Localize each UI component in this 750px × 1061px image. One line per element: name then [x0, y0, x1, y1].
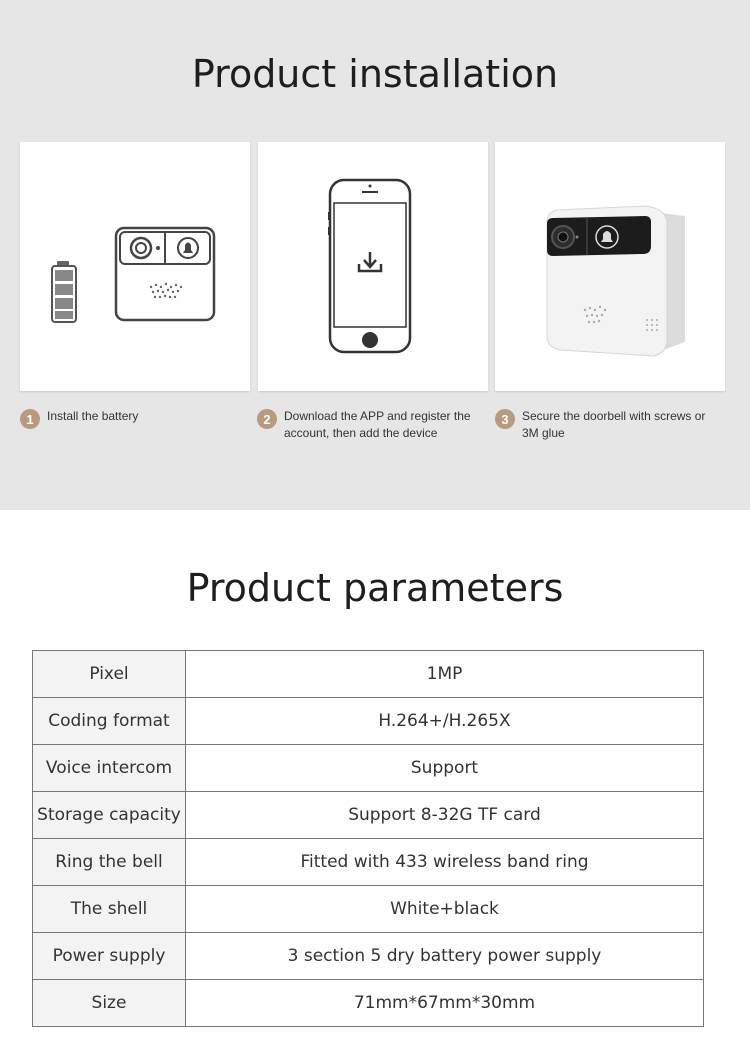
- param-name: Storage capacity: [33, 792, 186, 839]
- table-row: [33, 933, 704, 980]
- install-step-1: [20, 408, 240, 429]
- param-value: 1MP: [186, 651, 704, 698]
- param-value: H.264+/H.265X: [186, 698, 704, 745]
- install-step-2: [257, 408, 487, 442]
- param-value: White+black: [186, 886, 704, 933]
- doorbell-device-icon: [547, 206, 685, 356]
- smartphone-illustration-panel: [258, 142, 488, 391]
- table-row: [33, 745, 704, 792]
- installation-section: [0, 0, 750, 510]
- step-description: Secure the doorbell with screws or 3M glue: [522, 409, 706, 440]
- param-value: Support 8-32G TF card: [186, 792, 704, 839]
- mounted-doorbell-illustration: [495, 142, 725, 391]
- step-number-badge: 2: [257, 409, 277, 429]
- battery-illustration-panel: [20, 142, 250, 391]
- doorbell-outline-icon: [116, 228, 214, 320]
- step-description: Download the APP and register the account, then add the device: [284, 409, 471, 440]
- installation-title: Product installation: [191, 52, 559, 96]
- table-row: [33, 980, 704, 1027]
- param-name: Power supply: [33, 933, 186, 980]
- param-name: Pixel: [33, 651, 186, 698]
- param-value: 71mm*67mm*30mm: [186, 980, 704, 1027]
- param-value: Support: [186, 745, 704, 792]
- install-step-3: [495, 408, 725, 442]
- step-number-badge: 3: [495, 409, 515, 429]
- param-name: Coding format: [33, 698, 186, 745]
- table-row: [33, 792, 704, 839]
- table-row: [33, 839, 704, 886]
- parameters-title: Product parameters: [186, 566, 564, 610]
- smartphone-illustration: [258, 142, 488, 391]
- table-row: [33, 651, 704, 698]
- step-number-badge: 1: [20, 409, 40, 429]
- param-name: Size: [33, 980, 186, 1027]
- param-name: The shell: [33, 886, 186, 933]
- battery-icon: [52, 261, 76, 322]
- param-value: 3 section 5 dry battery power supply: [186, 933, 704, 980]
- doorbell-photo-panel: [495, 142, 725, 391]
- param-value: Fitted with 433 wireless band ring: [186, 839, 704, 886]
- param-name: Voice intercom: [33, 745, 186, 792]
- table-row: [33, 886, 704, 933]
- parameters-table: [32, 650, 704, 1027]
- battery-doorbell-illustration: [20, 142, 250, 391]
- param-name: Ring the bell: [33, 839, 186, 886]
- table-row: [33, 698, 704, 745]
- step-description: Install the battery: [47, 409, 139, 423]
